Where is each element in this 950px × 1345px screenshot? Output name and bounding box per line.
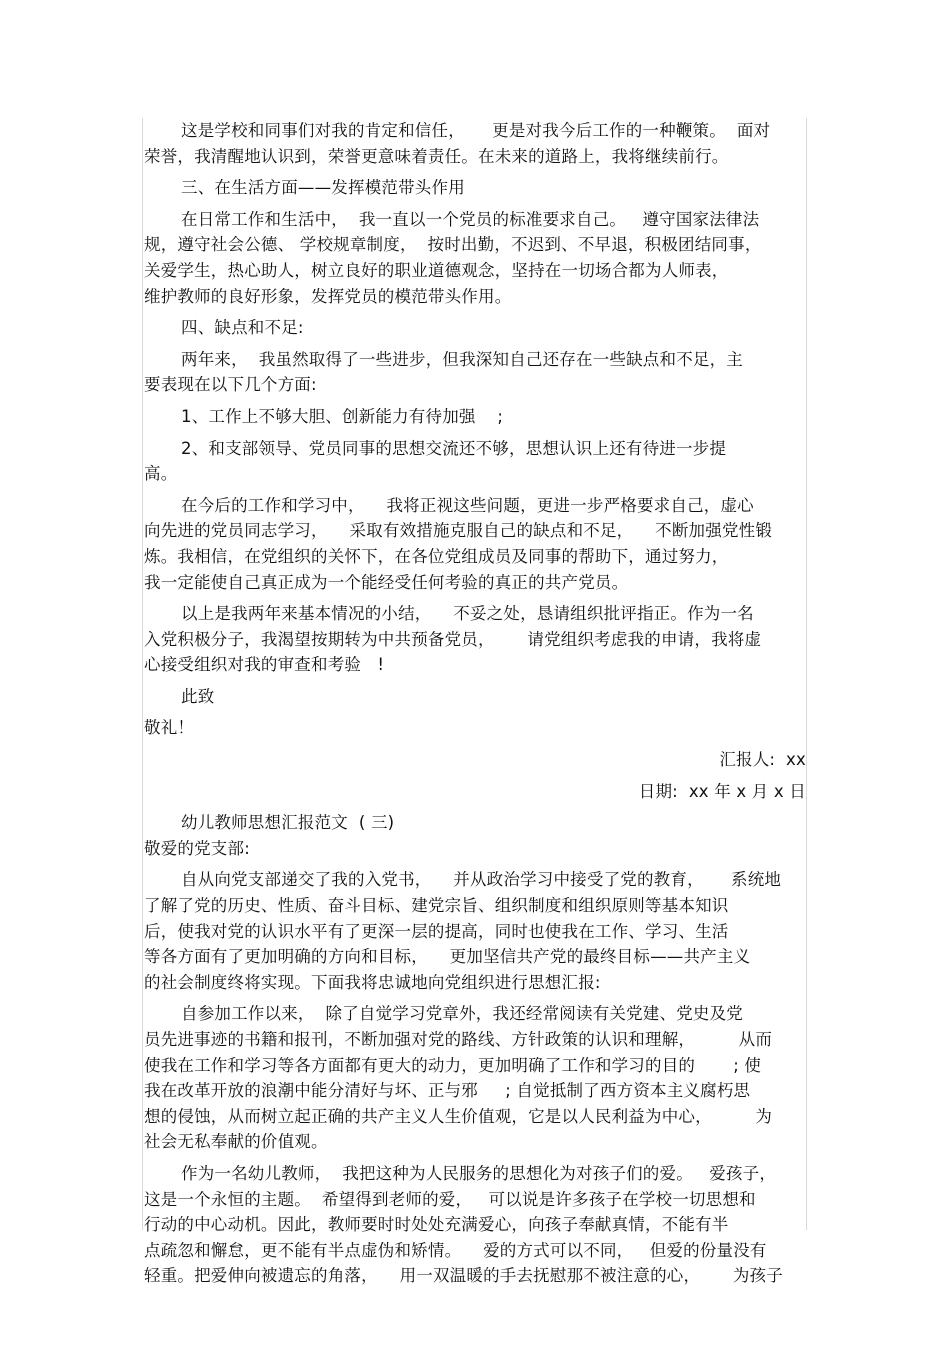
text-line: 了解了党的历史、性质、奋斗目标、建党宗旨、组织制度和组织原则等基本知识	[144, 896, 729, 916]
text-line: 社会无私奉献的价值观。	[144, 1132, 328, 1152]
list-item: 1、工作上不够大胆、创新能力有待加强 ;	[181, 406, 504, 426]
text-line: 这是学校和同事们对我的肯定和信任， 更是对我今后工作的一种鞭策。 面对	[181, 121, 771, 140]
text-line: 心接受组织对我的审查和考验 !	[144, 655, 385, 675]
text-line: 以上是我两年来基本情况的小结， 不妥之处，恳请组织批评指正。作为一名	[181, 604, 754, 624]
greeting-line: 敬爱的党支部:	[144, 838, 250, 858]
document-body	[144, 118, 806, 1289]
page-frame-left	[142, 118, 143, 1230]
text-line: 员先进事迹的书籍和报刊，不断加强对党的路线、方针政策的认识和理解， 从而	[144, 1030, 773, 1049]
text-line: 想的侵蚀，从而树立起正确的共产主义人生价值观，它是以人民利益为中心， 为	[144, 1106, 773, 1126]
section-heading: 三、在生活方面——发挥模范带头作用	[181, 178, 465, 198]
text-line: 两年来， 我虽然取得了一些进步，但我深知自己还存在一些缺点和不足，主	[181, 349, 743, 369]
text-line: 这是一个永恒的主题。 希望得到老师的爱， 可以说是许多孩子在学校一切思想和	[144, 1189, 756, 1209]
salutation-line: 敬礼！	[144, 718, 195, 738]
text-line: 入党积极分子，我渴望按期转为中共预备党员， 请党组织考虑我的申请，我将虚	[144, 629, 762, 649]
text-line: 我在改革开放的浪潮中能分清好与坏、正与邪 ; 自觉抵制了西方资本主义腐朽思	[144, 1081, 751, 1101]
text-line: 点疏忽和懈怠，更不能有半点虚伪和矫情。 爱的方式可以不同， 但爱的份量没有	[144, 1240, 767, 1260]
article-title: 幼儿教师思想汇报范文 ( 三)	[181, 813, 395, 833]
text-line: 的社会制度终将实现。下面我将忠诚地向党组织进行思想汇报:	[144, 972, 601, 992]
list-item: 2、和支部领导、党员同事的思想交流还不够，思想认识上还有待进一步提	[181, 438, 727, 458]
text-line: 在日常工作和生活中， 我一直以一个党员的标准要求自己。 遵守国家法律法	[181, 209, 760, 229]
text-line: 我一定能使自己真正成为一个能经受任何考验的真正的共产党员。	[144, 572, 629, 592]
text-line: 在今后的工作和学习中， 我将正视这些问题，更进一步严格要求自己，虚心	[181, 495, 754, 515]
text-line: 自从向党支部递交了我的入党书， 并从政治学习中接受了党的教育， 系统地	[181, 870, 782, 890]
text-line: 关爱学生，热心助人，树立良好的职业道德观念，坚持在一切场合都为人师表，	[144, 260, 729, 280]
text-line: 作为一名幼儿教师， 我把这种为人民服务的思想化为对孩子们的爱。 爱孩子，	[181, 1163, 777, 1183]
text-line: 高。	[144, 464, 178, 484]
page-frame-right	[806, 118, 807, 1230]
text-line: 向先进的党员同志学习， 采取有效措施克服自己的缺点和不足， 不断加强党性锻	[144, 521, 773, 541]
date-line: 日期: xx 年 x 月 x 日	[638, 781, 806, 801]
reporter-line: 汇报人: xx	[719, 750, 806, 770]
text-line: 要表现在以下几个方面:	[144, 375, 317, 395]
text-line: 后，使我对党的认识水平有了更深一层的提高，同时也使我在工作、学习、生活	[144, 921, 729, 941]
text-line: 规，遵守社会公德、 学校规章制度， 按时出勤，不迟到、不早退，积极团结同事，	[144, 235, 762, 255]
text-line: 等各方面有了更加明确的方向和目标， 更加坚信共产党的最终目标——共产主义	[144, 947, 751, 967]
text-line: 炼。我相信，在党组织的关怀下，在各位党组成员及同事的帮助下，通过努力，	[144, 546, 729, 566]
closing-line: 此致	[181, 686, 215, 706]
text-line: 自参加工作以来， 除了自觉学习党章外，我还经常阅读有关党建、党史及党	[181, 1004, 743, 1024]
text-line: 使我在工作和学习等各方面都有更大的动力，更加明确了工作和学习的目的 ; 使	[144, 1055, 762, 1075]
text-line: 维护教师的良好形象，发挥党员的模范带头作用。	[144, 286, 512, 306]
text-line: 行动的中心动机。因此，教师要时时处处充满爱心，向孩子奉献真情，不能有半	[144, 1215, 729, 1235]
text-line: 轻重。把爱伸向被遗忘的角落， 用一双温暖的手去抚慰那不被注意的心， 为孩子	[144, 1266, 783, 1286]
section-heading: 四、缺点和不足:	[181, 318, 304, 338]
text-line: 荣誉，我清醒地认识到，荣誉更意味着责任。在未来的道路上，我将继续前行。	[144, 146, 729, 166]
